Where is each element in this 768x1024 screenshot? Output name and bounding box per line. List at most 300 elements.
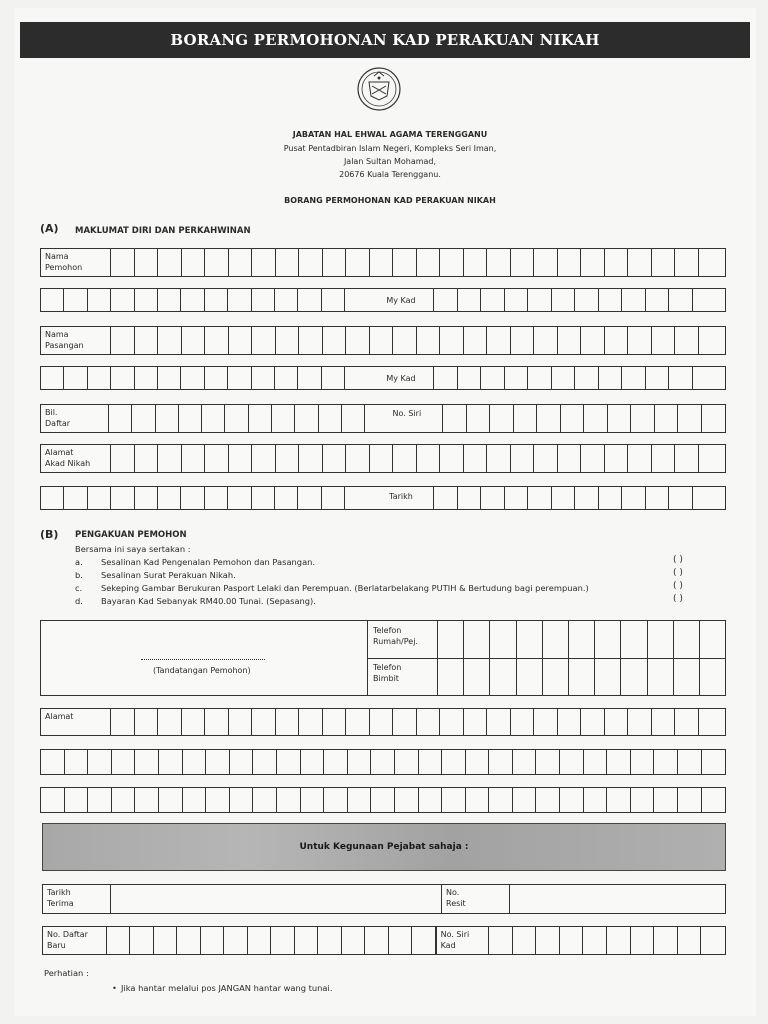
- char-box[interactable]: [322, 487, 345, 509]
- char-box[interactable]: [561, 405, 585, 432]
- char-box[interactable]: [648, 658, 674, 695]
- char-box[interactable]: [323, 249, 347, 276]
- char-box[interactable]: [693, 487, 717, 509]
- char-box[interactable]: [631, 750, 655, 774]
- char-box[interactable]: [458, 487, 482, 509]
- char-box[interactable]: [206, 788, 230, 812]
- char-box[interactable]: [505, 289, 529, 311]
- char-box[interactable]: [111, 709, 135, 735]
- char-box[interactable]: [581, 445, 605, 472]
- char-box[interactable]: [481, 487, 505, 509]
- char-box[interactable]: [228, 289, 251, 311]
- char-box[interactable]: [628, 709, 652, 735]
- char-box[interactable]: [569, 621, 595, 658]
- char-box[interactable]: [440, 709, 464, 735]
- char-box[interactable]: [393, 249, 417, 276]
- char-box[interactable]: [346, 327, 370, 354]
- tarikh-terima-row[interactable]: [42, 884, 726, 914]
- char-box[interactable]: [443, 405, 467, 432]
- char-box[interactable]: [181, 487, 204, 509]
- char-box[interactable]: [440, 249, 464, 276]
- char-box[interactable]: [536, 927, 560, 954]
- char-box[interactable]: [652, 249, 676, 276]
- char-box[interactable]: [464, 621, 490, 658]
- char-box[interactable]: [298, 289, 321, 311]
- char-box[interactable]: [702, 405, 726, 432]
- char-box[interactable]: [248, 927, 272, 954]
- char-box[interactable]: [111, 367, 134, 389]
- char-box[interactable]: [487, 327, 511, 354]
- char-box[interactable]: [41, 289, 64, 311]
- char-box[interactable]: [135, 367, 158, 389]
- char-box[interactable]: [323, 445, 347, 472]
- char-box[interactable]: [346, 249, 370, 276]
- char-box[interactable]: [158, 487, 181, 509]
- char-box[interactable]: [205, 709, 229, 735]
- char-box[interactable]: [631, 405, 655, 432]
- char-box[interactable]: [674, 658, 700, 695]
- char-box[interactable]: [543, 658, 569, 695]
- char-box[interactable]: [622, 487, 646, 509]
- char-box[interactable]: [342, 405, 365, 432]
- no-resit-field[interactable]: [510, 885, 725, 913]
- char-box[interactable]: [271, 927, 295, 954]
- tarikh-terima-field[interactable]: [111, 885, 442, 913]
- char-box[interactable]: [558, 445, 582, 472]
- char-box[interactable]: [229, 709, 253, 735]
- char-box[interactable]: [702, 750, 726, 774]
- char-box[interactable]: [179, 405, 202, 432]
- char-box[interactable]: [528, 367, 552, 389]
- char-box[interactable]: [41, 487, 64, 509]
- char-box[interactable]: [631, 788, 655, 812]
- char-box[interactable]: [487, 445, 511, 472]
- char-box[interactable]: [88, 289, 111, 311]
- char-box[interactable]: [466, 788, 490, 812]
- char-box[interactable]: [693, 289, 717, 311]
- char-box[interactable]: [438, 658, 464, 695]
- char-box[interactable]: [595, 658, 621, 695]
- char-box[interactable]: [581, 327, 605, 354]
- char-box[interactable]: [182, 327, 206, 354]
- char-box[interactable]: [182, 445, 206, 472]
- char-box[interactable]: [64, 487, 87, 509]
- char-box[interactable]: [605, 445, 629, 472]
- char-box[interactable]: [393, 327, 417, 354]
- char-box[interactable]: [700, 621, 726, 658]
- char-box[interactable]: [560, 927, 584, 954]
- char-box[interactable]: [558, 709, 582, 735]
- char-box[interactable]: [605, 249, 629, 276]
- char-box[interactable]: [543, 621, 569, 658]
- char-box[interactable]: [490, 621, 516, 658]
- char-box[interactable]: [252, 445, 276, 472]
- char-box[interactable]: [65, 788, 89, 812]
- char-box[interactable]: [111, 487, 134, 509]
- char-box[interactable]: [225, 405, 248, 432]
- char-box[interactable]: [699, 445, 723, 472]
- char-box[interactable]: [517, 658, 543, 695]
- char-box[interactable]: [158, 249, 182, 276]
- char-box[interactable]: [605, 327, 629, 354]
- char-box[interactable]: [158, 327, 182, 354]
- char-box[interactable]: [395, 788, 419, 812]
- char-box[interactable]: [393, 445, 417, 472]
- char-box[interactable]: [537, 405, 561, 432]
- char-box[interactable]: [158, 445, 182, 472]
- char-box[interactable]: [206, 750, 230, 774]
- char-box[interactable]: [607, 750, 631, 774]
- char-box[interactable]: [107, 927, 131, 954]
- char-box[interactable]: [205, 249, 229, 276]
- char-box[interactable]: [275, 289, 298, 311]
- char-box[interactable]: [201, 927, 225, 954]
- char-box[interactable]: [205, 327, 229, 354]
- char-box[interactable]: [64, 367, 87, 389]
- char-box[interactable]: [584, 788, 608, 812]
- char-box[interactable]: [252, 487, 275, 509]
- char-box[interactable]: [652, 709, 676, 735]
- char-box[interactable]: [652, 445, 676, 472]
- nama-pasangan-row[interactable]: [40, 326, 726, 355]
- char-box[interactable]: [252, 367, 275, 389]
- char-box[interactable]: [438, 621, 464, 658]
- char-box[interactable]: [88, 788, 112, 812]
- char-box[interactable]: [655, 405, 679, 432]
- char-box[interactable]: [434, 289, 458, 311]
- char-box[interactable]: [417, 249, 441, 276]
- char-box[interactable]: [158, 367, 181, 389]
- char-box[interactable]: [412, 927, 436, 954]
- char-box[interactable]: [345, 487, 368, 509]
- char-box[interactable]: [458, 289, 482, 311]
- char-box[interactable]: [678, 405, 702, 432]
- char-box[interactable]: [552, 367, 576, 389]
- char-box[interactable]: [534, 249, 558, 276]
- char-box[interactable]: [371, 788, 395, 812]
- char-box[interactable]: [111, 289, 134, 311]
- char-box[interactable]: [534, 709, 558, 735]
- char-box[interactable]: [322, 289, 345, 311]
- char-box[interactable]: [517, 621, 543, 658]
- char-box[interactable]: [228, 487, 251, 509]
- char-box[interactable]: [487, 709, 511, 735]
- char-box[interactable]: [298, 367, 321, 389]
- char-box[interactable]: [205, 367, 228, 389]
- bil-daftar-row[interactable]: [40, 404, 726, 433]
- char-box[interactable]: [534, 327, 558, 354]
- char-box[interactable]: [365, 405, 388, 432]
- char-box[interactable]: [628, 445, 652, 472]
- tarikh-row[interactable]: [40, 486, 726, 510]
- alamat-akad-row[interactable]: [40, 444, 726, 473]
- char-box[interactable]: [417, 445, 441, 472]
- char-box[interactable]: [205, 487, 228, 509]
- char-box[interactable]: [464, 327, 488, 354]
- char-box[interactable]: [621, 621, 647, 658]
- char-box[interactable]: [675, 709, 699, 735]
- char-box[interactable]: [370, 327, 394, 354]
- char-box[interactable]: [295, 927, 319, 954]
- char-box[interactable]: [252, 289, 275, 311]
- char-box[interactable]: [513, 927, 537, 954]
- char-box[interactable]: [154, 927, 178, 954]
- char-box[interactable]: [599, 289, 623, 311]
- char-box[interactable]: [112, 788, 136, 812]
- char-box[interactable]: [674, 621, 700, 658]
- char-box[interactable]: [276, 445, 300, 472]
- char-box[interactable]: [298, 487, 321, 509]
- char-box[interactable]: [301, 788, 325, 812]
- char-box[interactable]: [569, 658, 595, 695]
- char-box[interactable]: [575, 289, 599, 311]
- char-box[interactable]: [583, 927, 607, 954]
- char-box[interactable]: [487, 249, 511, 276]
- char-box[interactable]: [299, 445, 323, 472]
- char-box[interactable]: [370, 445, 394, 472]
- char-box[interactable]: [323, 327, 347, 354]
- char-box[interactable]: [534, 445, 558, 472]
- char-box[interactable]: [183, 788, 207, 812]
- char-box[interactable]: [183, 750, 207, 774]
- char-box[interactable]: [575, 367, 599, 389]
- char-box[interactable]: [135, 327, 159, 354]
- char-box[interactable]: [275, 487, 298, 509]
- char-box[interactable]: [628, 249, 652, 276]
- char-box[interactable]: [464, 709, 488, 735]
- char-box[interactable]: [252, 249, 276, 276]
- char-box[interactable]: [41, 750, 65, 774]
- char-box[interactable]: [253, 788, 277, 812]
- char-box[interactable]: [646, 289, 670, 311]
- char-box[interactable]: [675, 445, 699, 472]
- char-box[interactable]: [272, 405, 295, 432]
- char-box[interactable]: [393, 709, 417, 735]
- char-box[interactable]: [654, 788, 678, 812]
- char-box[interactable]: [276, 709, 300, 735]
- char-box[interactable]: [323, 709, 347, 735]
- char-box[interactable]: [552, 289, 576, 311]
- char-box[interactable]: [109, 405, 132, 432]
- char-box[interactable]: [621, 658, 647, 695]
- char-box[interactable]: [64, 289, 87, 311]
- char-box[interactable]: [205, 445, 229, 472]
- char-box[interactable]: [318, 927, 342, 954]
- char-box[interactable]: [156, 405, 179, 432]
- char-box[interactable]: [419, 750, 443, 774]
- char-box[interactable]: [464, 249, 488, 276]
- char-box[interactable]: [130, 927, 154, 954]
- char-box[interactable]: [489, 927, 513, 954]
- char-box[interactable]: [608, 405, 632, 432]
- char-box[interactable]: [371, 750, 395, 774]
- char-box[interactable]: [228, 367, 251, 389]
- char-box[interactable]: [229, 445, 253, 472]
- mykad-pasangan-row[interactable]: [40, 366, 726, 390]
- char-box[interactable]: [581, 709, 605, 735]
- char-box[interactable]: [324, 788, 348, 812]
- char-box[interactable]: [699, 249, 723, 276]
- char-box[interactable]: [442, 788, 466, 812]
- char-box[interactable]: [511, 249, 535, 276]
- char-box[interactable]: [182, 249, 206, 276]
- char-box[interactable]: [481, 289, 505, 311]
- char-box[interactable]: [275, 367, 298, 389]
- char-box[interactable]: [678, 788, 702, 812]
- char-box[interactable]: [111, 249, 135, 276]
- char-box[interactable]: [135, 788, 159, 812]
- signature-line[interactable]: [141, 659, 265, 660]
- char-box[interactable]: [489, 788, 513, 812]
- char-box[interactable]: [135, 709, 159, 735]
- char-box[interactable]: [419, 788, 443, 812]
- char-box[interactable]: [230, 788, 254, 812]
- char-box[interactable]: [299, 709, 323, 735]
- char-box[interactable]: [181, 289, 204, 311]
- char-box[interactable]: [628, 327, 652, 354]
- char-box[interactable]: [299, 249, 323, 276]
- char-box[interactable]: [467, 405, 491, 432]
- char-box[interactable]: [490, 658, 516, 695]
- char-box[interactable]: [322, 367, 345, 389]
- char-box[interactable]: [41, 367, 64, 389]
- char-box[interactable]: [158, 709, 182, 735]
- char-box[interactable]: [654, 927, 678, 954]
- char-box[interactable]: [678, 750, 702, 774]
- char-box[interactable]: [464, 658, 490, 695]
- char-box[interactable]: [202, 405, 225, 432]
- char-box[interactable]: [511, 445, 535, 472]
- char-box[interactable]: [678, 927, 702, 954]
- char-box[interactable]: [389, 927, 413, 954]
- char-box[interactable]: [466, 750, 490, 774]
- char-box[interactable]: [205, 289, 228, 311]
- char-box[interactable]: [605, 709, 629, 735]
- char-box[interactable]: [112, 750, 136, 774]
- char-box[interactable]: [434, 367, 458, 389]
- char-box[interactable]: [584, 405, 608, 432]
- char-box[interactable]: [177, 927, 201, 954]
- char-box[interactable]: [513, 750, 537, 774]
- char-box[interactable]: [276, 249, 300, 276]
- char-box[interactable]: [558, 249, 582, 276]
- char-box[interactable]: [181, 367, 204, 389]
- char-box[interactable]: [346, 709, 370, 735]
- char-box[interactable]: [513, 788, 537, 812]
- char-box[interactable]: [536, 750, 560, 774]
- char-box[interactable]: [481, 367, 505, 389]
- char-box[interactable]: [552, 487, 576, 509]
- alamat-row-3[interactable]: [40, 787, 726, 813]
- char-box[interactable]: [528, 487, 552, 509]
- char-box[interactable]: [417, 327, 441, 354]
- char-box[interactable]: [669, 289, 693, 311]
- char-box[interactable]: [252, 709, 276, 735]
- char-box[interactable]: [249, 405, 272, 432]
- char-box[interactable]: [417, 709, 441, 735]
- no-daftar-row[interactable]: [42, 926, 726, 955]
- char-box[interactable]: [365, 927, 389, 954]
- char-box[interactable]: [253, 750, 277, 774]
- char-box[interactable]: [348, 788, 372, 812]
- char-box[interactable]: [230, 750, 254, 774]
- char-box[interactable]: [348, 750, 372, 774]
- char-box[interactable]: [669, 367, 693, 389]
- char-box[interactable]: [88, 750, 112, 774]
- char-box[interactable]: [458, 367, 482, 389]
- char-box[interactable]: [701, 927, 725, 954]
- char-box[interactable]: [345, 289, 368, 311]
- char-box[interactable]: [702, 788, 726, 812]
- char-box[interactable]: [599, 487, 623, 509]
- char-box[interactable]: [440, 327, 464, 354]
- char-box[interactable]: [301, 750, 325, 774]
- mykad-pemohon-row[interactable]: [40, 288, 726, 312]
- char-box[interactable]: [295, 405, 318, 432]
- char-box[interactable]: [346, 445, 370, 472]
- char-box[interactable]: [464, 445, 488, 472]
- alamat-row-1[interactable]: [40, 708, 726, 736]
- char-box[interactable]: [693, 367, 717, 389]
- char-box[interactable]: [324, 750, 348, 774]
- checkbox-c[interactable]: ( ): [673, 581, 683, 591]
- char-box[interactable]: [505, 367, 529, 389]
- char-box[interactable]: [581, 249, 605, 276]
- char-box[interactable]: [700, 658, 726, 695]
- char-box[interactable]: [511, 709, 535, 735]
- checkbox-a[interactable]: ( ): [673, 555, 683, 565]
- char-box[interactable]: [699, 327, 723, 354]
- char-box[interactable]: [434, 487, 458, 509]
- char-box[interactable]: [345, 367, 368, 389]
- char-box[interactable]: [675, 249, 699, 276]
- char-box[interactable]: [648, 621, 674, 658]
- char-box[interactable]: [41, 788, 65, 812]
- char-box[interactable]: [132, 405, 155, 432]
- char-box[interactable]: [277, 750, 301, 774]
- char-box[interactable]: [370, 249, 394, 276]
- char-box[interactable]: [229, 249, 253, 276]
- char-box[interactable]: [65, 750, 89, 774]
- char-box[interactable]: [88, 487, 111, 509]
- nama-pemohon-row[interactable]: [40, 248, 726, 277]
- char-box[interactable]: [135, 249, 159, 276]
- char-box[interactable]: [511, 327, 535, 354]
- char-box[interactable]: [536, 788, 560, 812]
- char-box[interactable]: [159, 750, 183, 774]
- char-box[interactable]: [395, 750, 419, 774]
- checkbox-b[interactable]: ( ): [673, 568, 683, 578]
- char-box[interactable]: [182, 709, 206, 735]
- char-box[interactable]: [646, 367, 670, 389]
- char-box[interactable]: [159, 788, 183, 812]
- char-box[interactable]: [599, 367, 623, 389]
- char-box[interactable]: [370, 709, 394, 735]
- char-box[interactable]: [252, 327, 276, 354]
- char-box[interactable]: [299, 327, 323, 354]
- char-box[interactable]: [440, 445, 464, 472]
- telefon-rumah-field[interactable]: [437, 621, 726, 658]
- char-box[interactable]: [135, 750, 159, 774]
- char-box[interactable]: [646, 487, 670, 509]
- char-box[interactable]: [319, 405, 342, 432]
- char-box[interactable]: [607, 927, 631, 954]
- char-box[interactable]: [135, 445, 159, 472]
- char-box[interactable]: [669, 487, 693, 509]
- char-box[interactable]: [342, 927, 366, 954]
- char-box[interactable]: [584, 750, 608, 774]
- alamat-row-2[interactable]: [40, 749, 726, 775]
